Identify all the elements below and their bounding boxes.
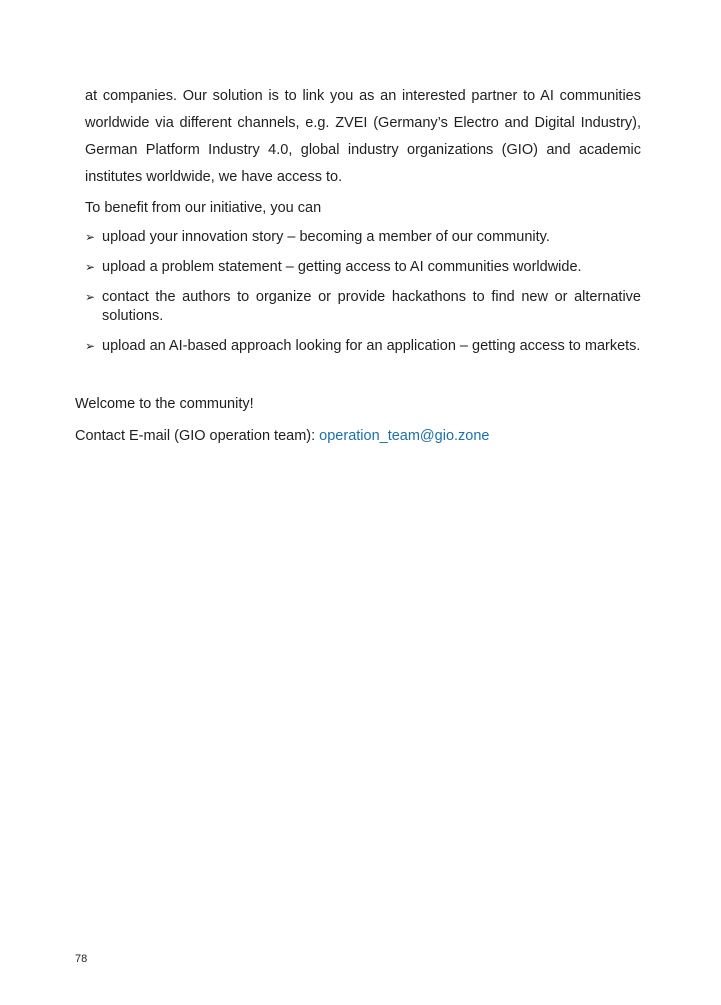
arrow-bullet-icon: ➢ (85, 339, 96, 353)
page-number: 78 (75, 953, 88, 965)
list-item (85, 228, 641, 247)
arrow-bullet-icon: ➢ (85, 230, 96, 244)
list-item (85, 288, 641, 326)
contact-label: Contact E-mail (GIO operation team): (75, 428, 320, 444)
arrow-bullet-icon: ➢ (85, 290, 96, 304)
list-item-text: upload a problem statement – getting access to AI communities worldwide. (102, 259, 582, 275)
welcome-text: Welcome to the community! (75, 396, 254, 412)
contact-line (75, 426, 489, 446)
list-item-text: upload an AI-based approach looking for an application – getting access to markets. (102, 338, 641, 354)
list-item (85, 337, 641, 356)
arrow-bullet-icon: ➢ (85, 260, 96, 274)
benefit-list (85, 228, 641, 367)
list-item-text: contact the authors to organize or provide hackathons to find new or alternative solutions. (102, 289, 641, 324)
list-item (85, 258, 641, 277)
benefit-intro: To benefit from our initiative, you can (85, 200, 322, 216)
intro-paragraph: at companies. Our solution is to link you as an interested partner to AI communities worldwide via different channels, e.g. ZVEI (Germany’s Electro and Digital Industry), German Platform Industry 4.0, global industry organizations (GIO) and academic institutes worldwide, we have access to. (85, 88, 641, 185)
email-link[interactable]: operation_team@gio.zone (319, 428, 490, 444)
list-item-text: upload your innovation story – becoming a member of our community. (102, 229, 550, 245)
